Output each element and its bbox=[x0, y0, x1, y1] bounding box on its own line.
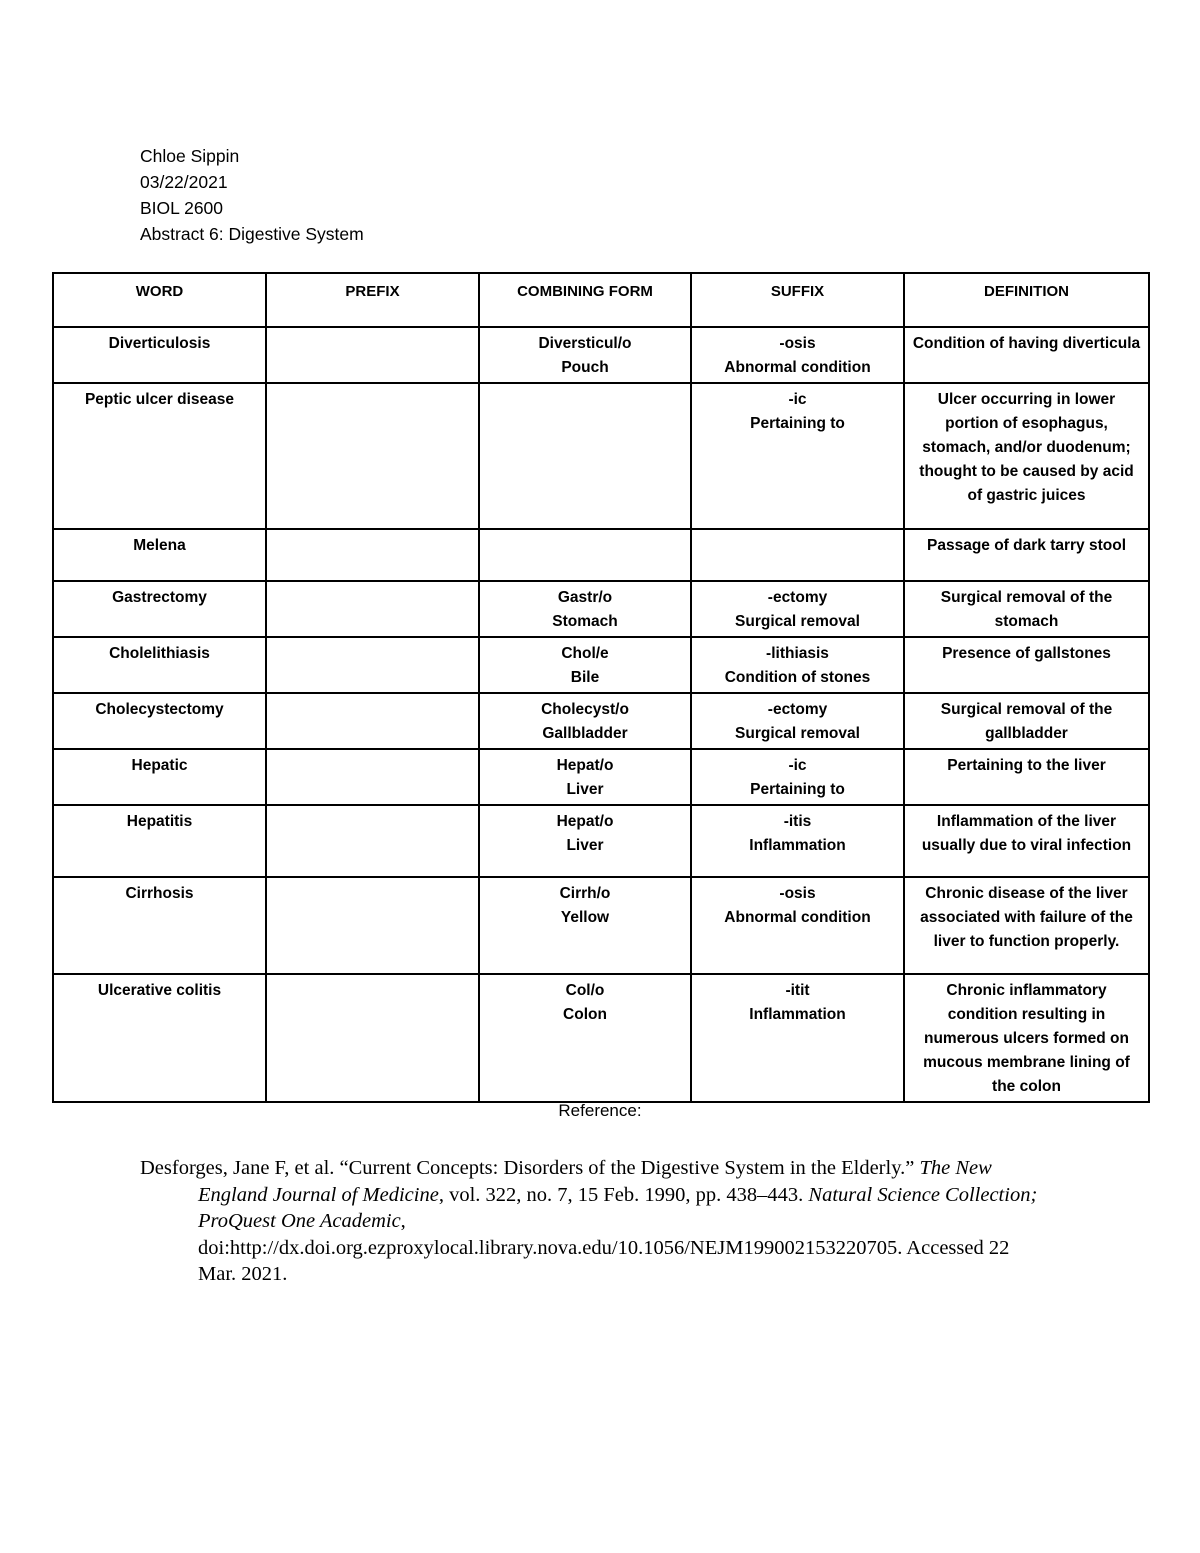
combining-form-meaning: Stomach bbox=[552, 613, 618, 630]
cell-definition: Passage of dark tarry stool bbox=[904, 529, 1149, 581]
combining-form-text: Hepat/o bbox=[556, 757, 614, 774]
document-header bbox=[140, 143, 364, 247]
cell-prefix bbox=[266, 327, 479, 383]
cell-word: Cirrhosis bbox=[53, 877, 266, 974]
suffix-meaning: Abnormal condition bbox=[724, 909, 871, 926]
citation-doi-accessed: , doi:http://dx.doi.org.ezproxylocal.library.nova.edu/10.1056/NEJM199002153220705. Accessed 22 Mar. 2021. bbox=[198, 1210, 1010, 1285]
table-row bbox=[53, 693, 1149, 749]
suffix-text: -osis bbox=[779, 335, 816, 352]
cell-suffix bbox=[691, 327, 904, 383]
table-row bbox=[53, 383, 1149, 529]
cell-word: Melena bbox=[53, 529, 266, 581]
column-header-prefix: PREFIX bbox=[266, 273, 479, 327]
cell-suffix bbox=[691, 637, 904, 693]
cell-prefix bbox=[266, 693, 479, 749]
combining-form-text: Cirrh/o bbox=[559, 885, 611, 902]
cell-prefix bbox=[266, 877, 479, 974]
cell-suffix bbox=[691, 805, 904, 877]
cell-suffix bbox=[691, 383, 904, 529]
column-header-combining-form: COMBINING FORM bbox=[479, 273, 691, 327]
column-header-suffix: SUFFIX bbox=[691, 273, 904, 327]
cell-combining-form bbox=[479, 877, 691, 974]
cell-suffix bbox=[691, 749, 904, 805]
combining-form-text: Hepat/o bbox=[556, 813, 614, 830]
table-row bbox=[53, 327, 1149, 383]
combining-form-meaning: Gallbladder bbox=[542, 725, 628, 742]
suffix-text: -ic bbox=[788, 757, 807, 774]
citation-volume-pages: , vol. 322, no. 7, 15 Feb. 1990, pp. 438–443. bbox=[438, 1183, 809, 1206]
combining-form-text: Chol/e bbox=[561, 645, 609, 662]
cell-prefix bbox=[266, 637, 479, 693]
cell-prefix bbox=[266, 581, 479, 637]
cell-combining-form bbox=[479, 637, 691, 693]
table-row bbox=[53, 529, 1149, 581]
table-row bbox=[53, 581, 1149, 637]
citation-authors-title: Desforges, Jane F, et al. “Current Concepts: Disorders of the Digestive System in the Elderly.” bbox=[140, 1157, 920, 1179]
cell-combining-form bbox=[479, 383, 691, 529]
combining-form-meaning: Liver bbox=[566, 781, 604, 798]
cell-combining-form bbox=[479, 693, 691, 749]
suffix-text: -ectomy bbox=[767, 701, 828, 718]
cell-definition: Ulcer occurring in lower portion of esophagus, stomach, and/or duodenum; thought to be caused by acid of gastric juices bbox=[904, 383, 1149, 529]
suffix-meaning: Abnormal condition bbox=[724, 359, 871, 376]
cell-word: Peptic ulcer disease bbox=[53, 383, 266, 529]
table-body bbox=[53, 327, 1149, 1102]
citation-entry bbox=[140, 1155, 1040, 1288]
cell-word: Ulcerative colitis bbox=[53, 974, 266, 1102]
citation bbox=[140, 1155, 1040, 1288]
cell-combining-form bbox=[479, 581, 691, 637]
cell-combining-form bbox=[479, 974, 691, 1102]
cell-word: Gastrectomy bbox=[53, 581, 266, 637]
suffix-text: -lithiasis bbox=[766, 645, 829, 662]
table-row bbox=[53, 974, 1149, 1102]
combining-form-text: Gastr/o bbox=[557, 589, 613, 606]
cell-combining-form bbox=[479, 749, 691, 805]
reference-heading: Reference: bbox=[558, 1101, 642, 1120]
cell-definition: Chronic inflammatory condition resulting in numerous ulcers formed on mucous membrane lining of the colon bbox=[904, 974, 1149, 1102]
combining-form-text: Col/o bbox=[565, 982, 605, 999]
cell-suffix bbox=[691, 529, 904, 581]
combining-form-text: Cholecyst/o bbox=[541, 701, 629, 718]
cell-definition: Presence of gallstones bbox=[904, 637, 1149, 693]
suffix-meaning: Pertaining to bbox=[750, 415, 845, 432]
table-header-row bbox=[53, 273, 1149, 327]
cell-combining-form bbox=[479, 529, 691, 581]
column-header-word: WORD bbox=[53, 273, 266, 327]
cell-prefix bbox=[266, 805, 479, 877]
suffix-meaning: Condition of stones bbox=[724, 669, 871, 686]
cell-suffix bbox=[691, 877, 904, 974]
suffix-meaning: Pertaining to bbox=[750, 781, 845, 798]
suffix-text: -itit bbox=[785, 982, 810, 999]
combining-form-text: Diversticul/o bbox=[538, 335, 632, 352]
suffix-text: -ic bbox=[788, 391, 807, 408]
column-header-definition: DEFINITION bbox=[904, 273, 1149, 327]
cell-word: Diverticulosis bbox=[53, 327, 266, 383]
cell-definition: Condition of having diverticula bbox=[904, 327, 1149, 383]
suffix-meaning: Surgical removal bbox=[735, 725, 860, 742]
suffix-meaning: Inflammation bbox=[749, 1006, 846, 1023]
cell-combining-form bbox=[479, 805, 691, 877]
cell-word: Cholelithiasis bbox=[53, 637, 266, 693]
cell-definition: Pertaining to the liver bbox=[904, 749, 1149, 805]
table-row bbox=[53, 805, 1149, 877]
combining-form-meaning: Pouch bbox=[561, 359, 609, 376]
submission-date: 03/22/2021 bbox=[140, 172, 228, 192]
cell-prefix bbox=[266, 749, 479, 805]
cell-suffix bbox=[691, 581, 904, 637]
cell-suffix bbox=[691, 974, 904, 1102]
cell-prefix bbox=[266, 974, 479, 1102]
course-code: BIOL 2600 bbox=[140, 198, 224, 218]
cell-word: Hepatic bbox=[53, 749, 266, 805]
combining-form-meaning: Yellow bbox=[560, 909, 610, 926]
table-row bbox=[53, 637, 1149, 693]
combining-form-meaning: Liver bbox=[566, 837, 604, 854]
suffix-text: -ectomy bbox=[767, 589, 828, 606]
citation-journal: The New England Journal of Medicine bbox=[198, 1157, 992, 1206]
cell-word: Cholecystectomy bbox=[53, 693, 266, 749]
cell-combining-form bbox=[479, 327, 691, 383]
cell-suffix bbox=[691, 693, 904, 749]
terminology-table bbox=[52, 272, 1150, 1103]
cell-definition: Surgical removal of the stomach bbox=[904, 581, 1149, 637]
suffix-text: -itis bbox=[783, 813, 812, 830]
cell-prefix bbox=[266, 383, 479, 529]
table-row bbox=[53, 749, 1149, 805]
cell-word: Hepatitis bbox=[53, 805, 266, 877]
student-name: Chloe Sippin bbox=[140, 146, 240, 166]
citation-database: Natural Science Collection; ProQuest One Academic bbox=[198, 1183, 1038, 1232]
table-row bbox=[53, 877, 1149, 974]
combining-form-meaning: Colon bbox=[563, 1006, 607, 1023]
suffix-meaning: Inflammation bbox=[749, 837, 846, 854]
assignment-title: Abstract 6: Digestive System bbox=[140, 224, 364, 244]
suffix-meaning: Surgical removal bbox=[735, 613, 860, 630]
cell-definition: Surgical removal of the gallbladder bbox=[904, 693, 1149, 749]
cell-definition: Inflammation of the liver usually due to viral infection bbox=[904, 805, 1149, 877]
cell-definition: Chronic disease of the liver associated with failure of the liver to function properly. bbox=[904, 877, 1149, 974]
suffix-text: -osis bbox=[779, 885, 816, 902]
combining-form-meaning: Bile bbox=[570, 669, 600, 686]
cell-prefix bbox=[266, 529, 479, 581]
